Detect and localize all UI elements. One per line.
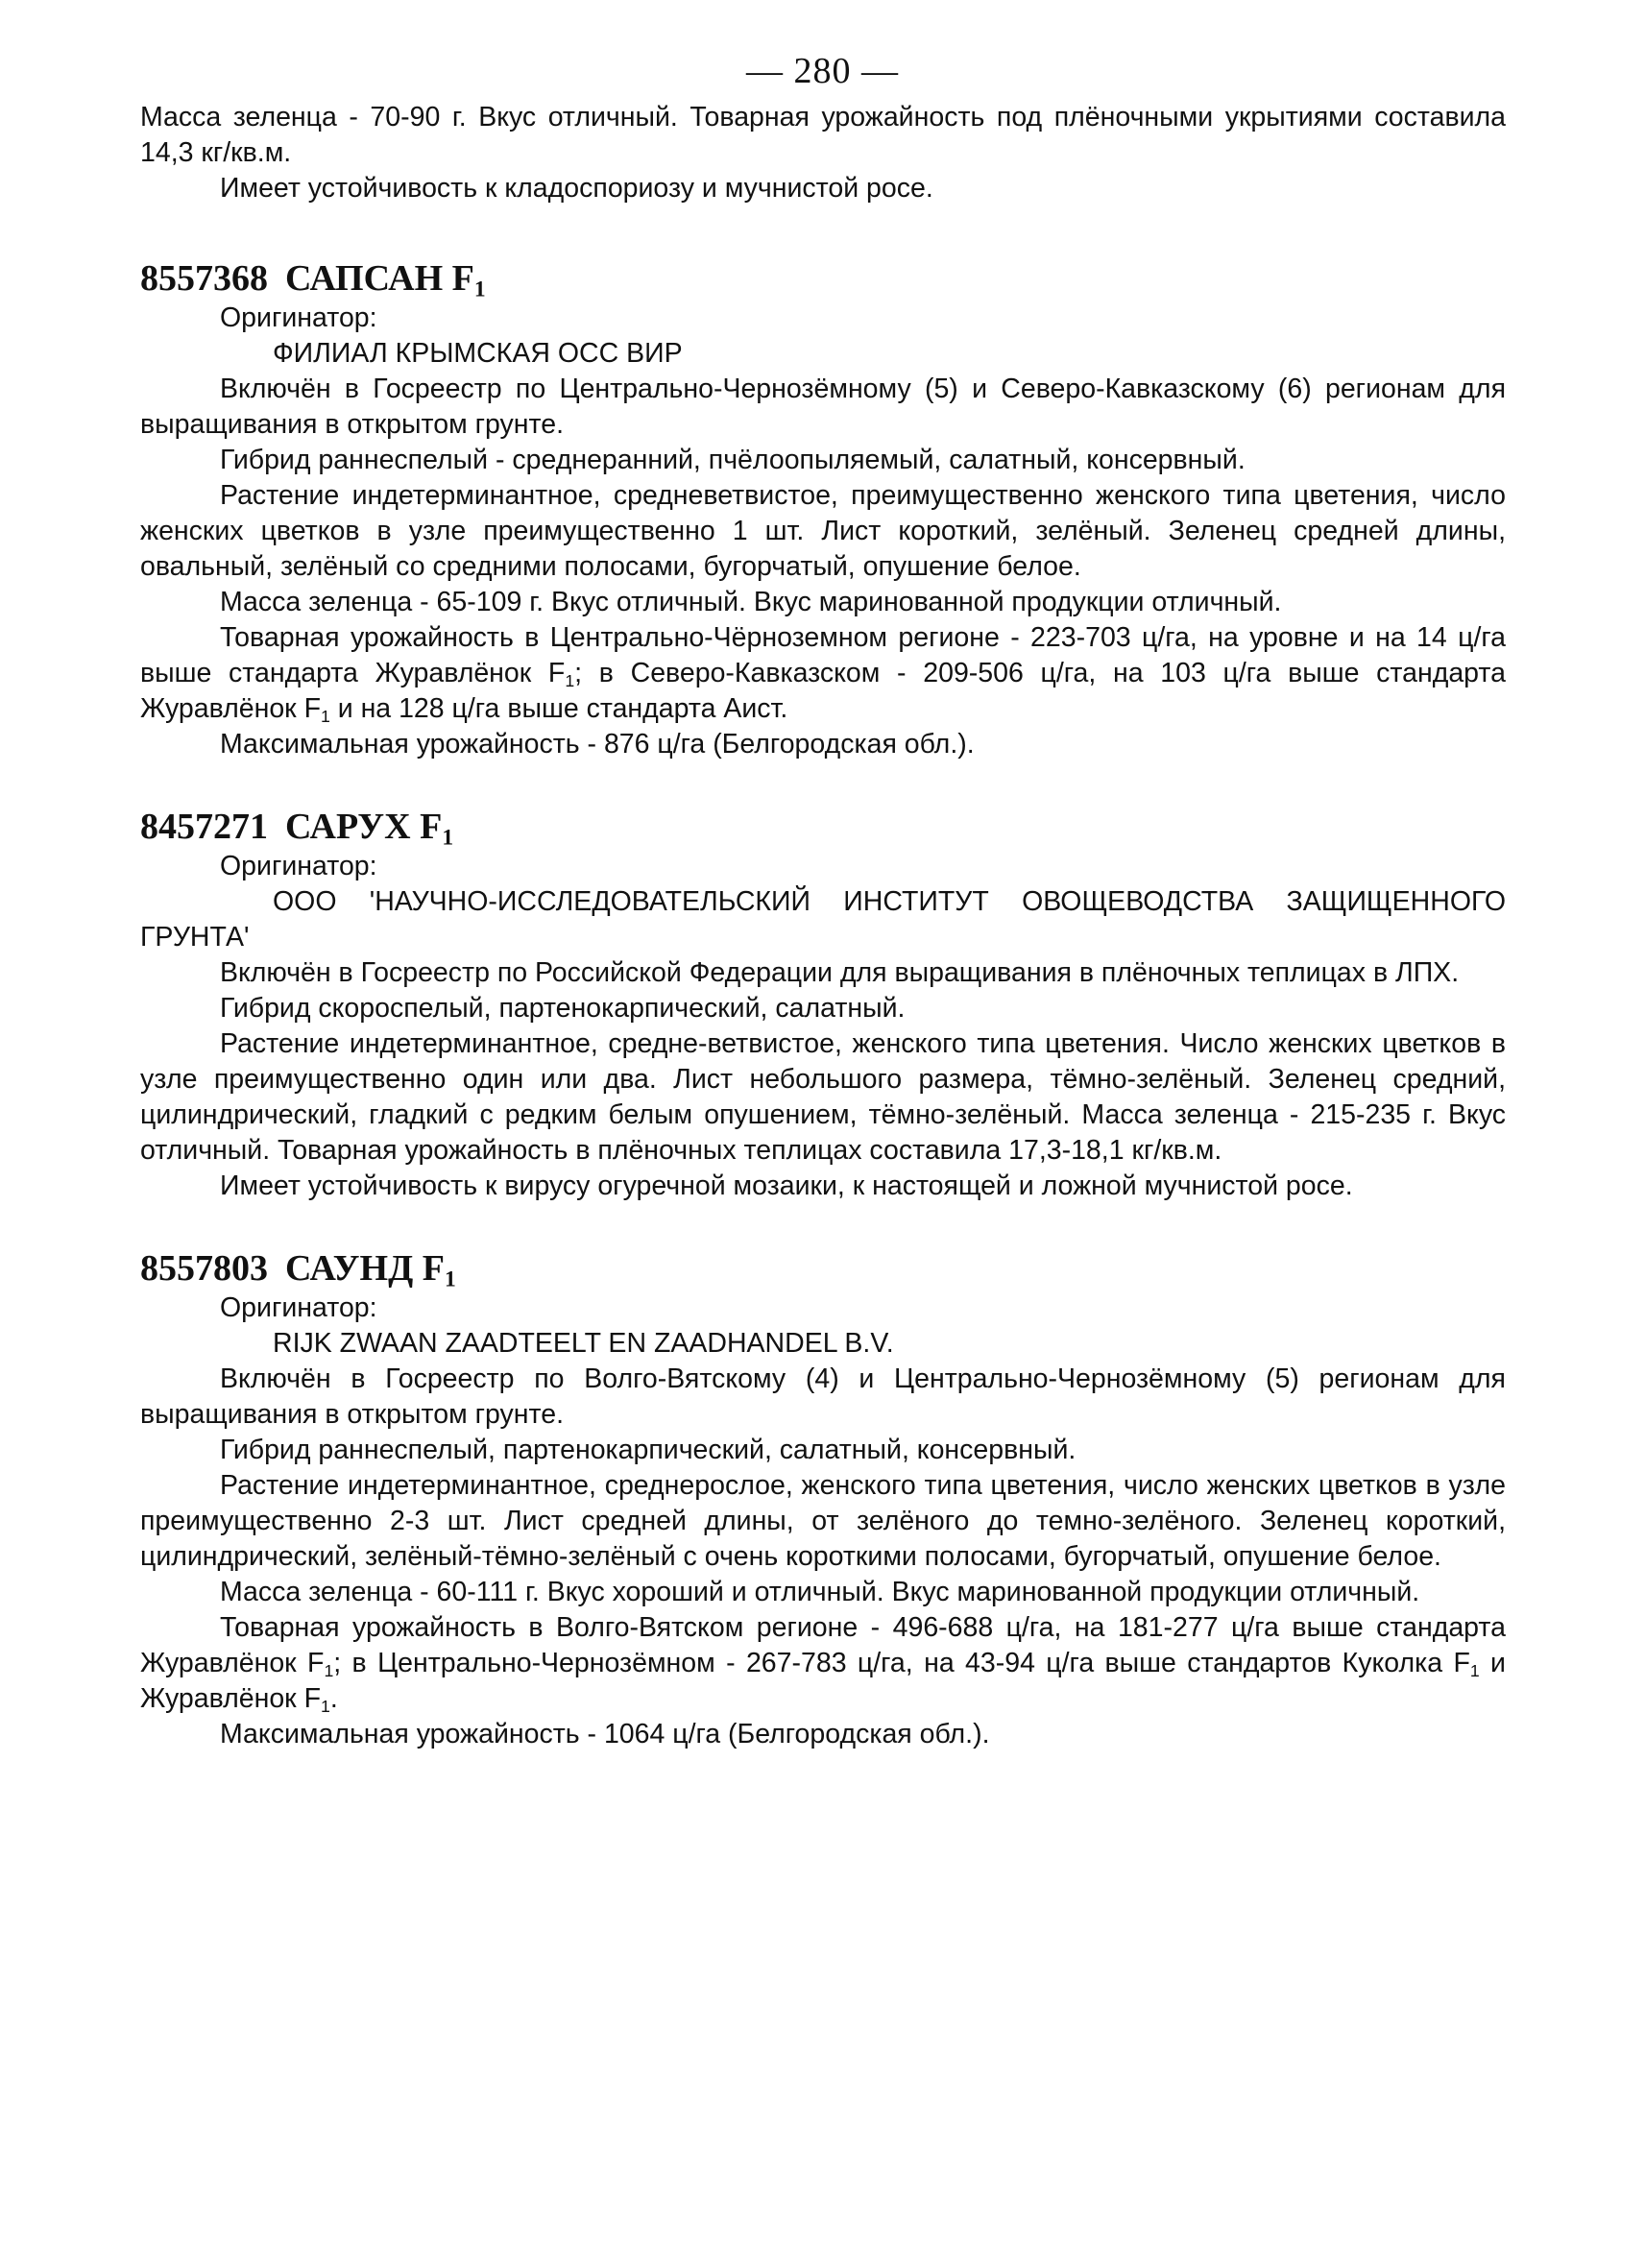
- subscript: 1: [1469, 1660, 1480, 1680]
- intro-paragraph-mass: Масса зеленца - 70-90 г. Вкус отличный. Товарная урожайность под плёночными укрытиями составила 14,3 кг/кв.м.: [140, 102, 1506, 168]
- variety-code: 8457271: [140, 807, 268, 847]
- variety-name-subscript: 1: [442, 825, 454, 851]
- variety-name: САПСАН F: [285, 258, 474, 299]
- originator-label: Оригинатор:: [220, 1292, 377, 1323]
- variety-heading: [140, 805, 1506, 849]
- page-number: — 280 —: [746, 51, 899, 91]
- variety-code: 8557368: [140, 258, 268, 299]
- originator-label: Оригинатор:: [220, 851, 377, 881]
- hybrid-type-paragraph: Гибрид скороспелый, партенокарпический, салатный.: [220, 993, 906, 1024]
- plant-description-paragraph: Растение индетерминантное, среднерослое, женского типа цветения, число женских цветков в узле преимущественно 2-3 шт. Лист средней длины, от зелёного до темно-зелёного. Зеленец короткий, цилиндрический, зелёный-тёмно-зелёный с очень короткими полосами, бугорчатый, опушение белое.: [140, 1470, 1506, 1572]
- intro-paragraph-resistance: Имеет устойчивость к кладоспориозу и мучнистой росе.: [220, 173, 933, 204]
- subscript: 1: [320, 1696, 330, 1716]
- subscript: 1: [324, 1660, 334, 1680]
- subscript: 1: [565, 670, 575, 690]
- originator-name: ФИЛИАЛ КРЫМСКАЯ ОСС ВИР: [273, 338, 683, 369]
- page-content: [140, 100, 1506, 1752]
- max-yield-paragraph: Максимальная урожайность - 876 ц/га (Белгородская обл.).: [220, 729, 975, 760]
- yield-paragraph: [140, 620, 1506, 727]
- resistance-paragraph: Имеет устойчивость к вирусу огуречной мозаики, к настоящей и ложной мучнистой росе.: [220, 1170, 1353, 1201]
- fruit-mass-paragraph: Масса зеленца - 65-109 г. Вкус отличный. Вкус маринованной продукции отличный.: [220, 587, 1282, 617]
- yield-text-part: и Журавлёнок F: [140, 1648, 1506, 1714]
- yield-text-part: .: [329, 1683, 338, 1714]
- variety-heading: [140, 1246, 1506, 1291]
- registry-paragraph: Включён в Госреестр по Волго-Вятскому (4) и Центрально-Чернозёмному (5) регионам для выращивания в открытом грунте.: [140, 1363, 1506, 1430]
- intro-continuation: [140, 100, 1506, 206]
- variety-entry-saund: [140, 1246, 1506, 1752]
- variety-heading: [140, 256, 1506, 301]
- plant-description-paragraph: Растение индетерминантное, средне-ветвистое, женского типа цветения. Число женских цветков в узле преимущественно один или два. Лист небольшого размера, тёмно-зелёный. Зеленец средний, цилиндрический, гладкий с редким белым опушением, тёмно-зелёный. Масса зеленца - 215-235 г. Вкус отличный. Товарная урожайность в плёночных теплицах составила 17,3-18,1 кг/кв.м.: [140, 1028, 1506, 1166]
- subscript: 1: [320, 706, 330, 726]
- variety-name-subscript: 1: [473, 277, 486, 302]
- originator-name: RIJK ZWAAN ZAADTEELT EN ZAADHANDEL B.V.: [273, 1328, 894, 1359]
- originator-name: ООО 'НАУЧНО-ИССЛЕДОВАТЕЛЬСКИЙ ИНСТИТУТ ОВОЩЕВОДСТВА ЗАЩИЩЕННОГО ГРУНТА': [140, 886, 1506, 953]
- yield-paragraph: [140, 1610, 1506, 1717]
- variety-entry-sapsan: [140, 256, 1506, 762]
- registry-paragraph: Включён в Госреестр по Российской Федерации для выращивания в плёночных теплицах в ЛПХ.: [220, 957, 1460, 988]
- registry-paragraph: Включён в Госреестр по Центрально-Чернозёмному (5) и Северо-Кавказскому (6) регионам для выращивания в открытом грунте.: [140, 374, 1506, 440]
- max-yield-paragraph: Максимальная урожайность - 1064 ц/га (Белгородская обл.).: [220, 1719, 990, 1749]
- yield-text-part: Товарная урожайность в Волго-Вятском регионе - 496-688 ц/га, на 181-277 ц/га выше стандарта Журавлёнок F: [140, 1612, 1506, 1678]
- yield-text-part: ; в Северо-Кавказском - 209-506 ц/га, на 103 ц/га выше стандарта Журавлёнок F: [140, 658, 1506, 724]
- plant-description-paragraph: Растение индетерминантное, средневетвистое, преимущественно женского типа цветения, число женских цветков в узле преимущественно 1 шт. Лист короткий, зелёный. Зеленец средней длины, овальный, зелёный со средними полосами, бугорчатый, опушение белое.: [140, 480, 1506, 582]
- originator-label: Оригинатор:: [220, 302, 377, 333]
- variety-name: САУНД F: [285, 1248, 445, 1289]
- yield-text-part: ; в Центрально-Чернозёмном - 267-783 ц/га, на 43-94 ц/га выше стандартов Куколка F: [333, 1648, 1470, 1678]
- fruit-mass-paragraph: Масса зеленца - 60-111 г. Вкус хороший и отличный. Вкус маринованной продукции отличный.: [220, 1577, 1420, 1607]
- variety-name-subscript: 1: [444, 1267, 456, 1292]
- yield-text-part: и на 128 ц/га выше стандарта Аист.: [329, 693, 788, 724]
- yield-text-part: Товарная урожайность в Центрально-Чёрноземном регионе - 223-703 ц/га, на уровне и на 14 ц/га выше стандарта Журавлёнок F: [140, 622, 1506, 688]
- hybrid-type-paragraph: Гибрид раннеспелый - среднеранний, пчёлоопыляемый, салатный, консервный.: [220, 445, 1246, 475]
- variety-code: 8557803: [140, 1248, 268, 1289]
- variety-name: САРУХ F: [285, 807, 443, 847]
- hybrid-type-paragraph: Гибрид раннеспелый, партенокарпический, салатный, консервный.: [220, 1435, 1077, 1465]
- variety-entry-sarukh: [140, 805, 1506, 1204]
